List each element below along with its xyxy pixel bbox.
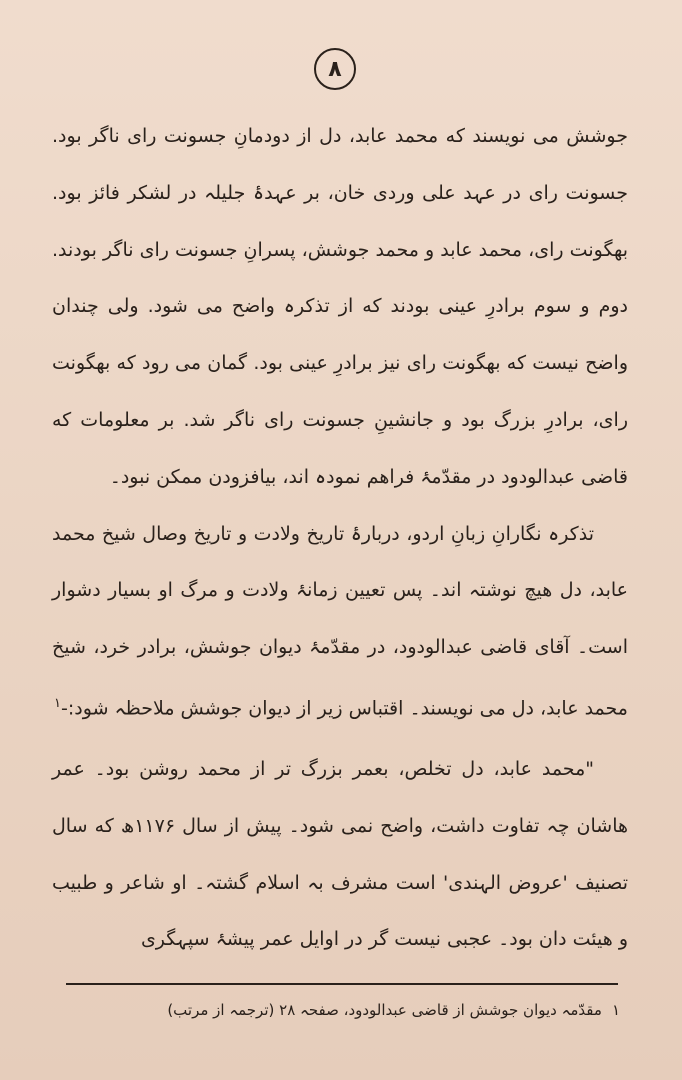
footnote-divider bbox=[66, 983, 618, 985]
body-text bbox=[52, 108, 628, 968]
page-number: ۸ bbox=[314, 48, 356, 90]
paragraph-2-text: تذکرہ نگارانِ زبانِ اردو، دربارۂ تاریخ ولادت و تاریخ وصال شیخ محمد عابد، دل هیچ نوشتہ اند۔ پس تعیین زمانۂ ولادت و مرگ او بسیار دشوار است۔ آقای قاضی عبدالودود، در مقدّمۂ دیوان جوشش، برادر خرد، شیخ محمد عابد، دل می نویسند۔ اقتباس زیر از دیوان جوشش ملاحظہ شود:- bbox=[52, 522, 628, 720]
footnote-marker: ۱ bbox=[611, 1001, 620, 1019]
paragraph-2 bbox=[52, 506, 628, 738]
quotation-paragraph: "محمد عابد، دل تخلص، بعمر بزرگ تر از محمد روشن بود۔ عمر هاشان چہ تفاوت داشت، واضح نمی شود۔ پیش از سال ۱۱۷۶ھ که سال تصنیف 'عروض الہندی' است مشرف بہ اسلام گشتہ۔ او شاعر و طبیب و هیئت دان بود۔ عجبی نیست گر در اوایل عمر پیشۂ سپہگری bbox=[52, 758, 628, 951]
footnote-text: مقدّمہ دیوان جوشش از قاضی عبدالودود، صفحہ ۲۸ (ترجمہ از مرتب) bbox=[167, 1001, 602, 1019]
footnote bbox=[150, 998, 620, 1022]
footnote-reference: ۱ bbox=[54, 695, 62, 711]
paragraph-1: جوشش می نویسند که محمد عابد، دل از دودمانِ جسونت رای ناگر بود. جسونت رای در عہد علی وردی خان، بر عہدۂ جلیلہ در لشکر فائز بود. بھگونت رای، محمد عابد و محمد جوشش، پسرانِ جسونت رای ناگر بودند. دوم و سوم برادرِ عینی بودند که از تذکرہ واضح می شود. ولی چندان واضح نیست که بھگونت رای نیز برادرِ عینی بود. گمان می رود که بھگونت رای، برادرِ بزرگ بود و جانشینِ جسونت رای ناگر شد. بر معلومات که قاضی عبدالودود در مقدّمۂ فراهم نمودہ اند، بیافزودن ممکن نبود۔ bbox=[52, 125, 628, 488]
